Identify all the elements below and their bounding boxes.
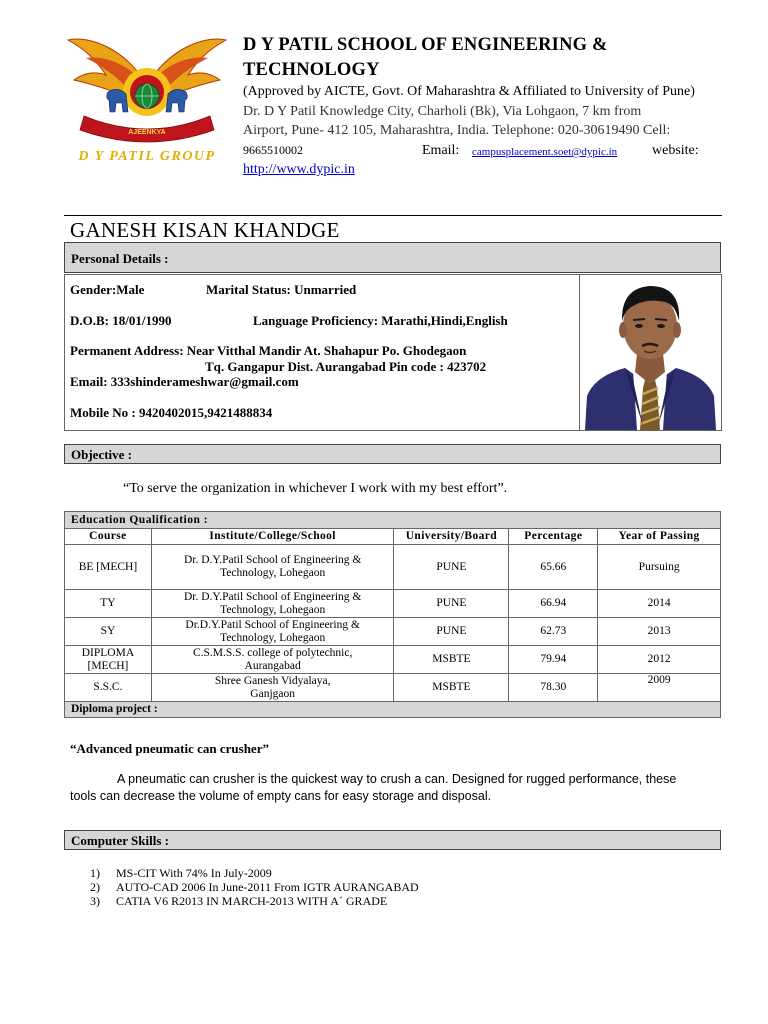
mobile-number: Mobile No : 9420402015,9421488834 bbox=[70, 405, 273, 420]
college-name-line1: D Y PATIL SCHOOL OF ENGINEERING & bbox=[243, 35, 608, 55]
institute-cell bbox=[151, 590, 394, 618]
institute-cell bbox=[151, 545, 394, 590]
language-proficiency: Language Proficiency: Marathi,Hindi,English bbox=[253, 313, 508, 328]
institute-line2: Technology, Lohegaon bbox=[220, 631, 326, 644]
institute-line2: Technology, Lohegaon bbox=[220, 567, 326, 579]
diploma-project-heading: Diploma project : bbox=[65, 702, 721, 718]
list-item bbox=[90, 866, 419, 880]
course-cell: BE [MECH] bbox=[65, 545, 152, 590]
percentage-cell: 65.66 bbox=[509, 545, 598, 590]
address-line2: Airport, Pune- 412 105, Maharashtra, India. Telephone: 020-30619490 Cell: bbox=[243, 123, 671, 138]
project-title: “Advanced pneumatic can crusher” bbox=[70, 741, 269, 756]
board-cell: PUNE bbox=[394, 590, 509, 618]
objective-text: “To serve the organization in whichever I work with my best effort”. bbox=[123, 481, 508, 496]
table-row bbox=[65, 545, 721, 590]
skill-text: MS-CIT With 74% In July-2009 bbox=[116, 866, 272, 880]
board-cell: MSBTE bbox=[394, 674, 509, 702]
address-line1: Dr. D Y Patil Knowledge City, Charholi (Bk), Via Lohgaon, 7 km from bbox=[243, 104, 642, 119]
institute-line2: Aurangabad bbox=[244, 659, 301, 672]
percentage-cell: 66.94 bbox=[509, 590, 598, 618]
skill-text: AUTO-CAD 2006 In June-2011 From IGTR AURANGABAD bbox=[116, 880, 419, 894]
diploma-project-heading-row bbox=[65, 702, 721, 718]
date-of-birth: D.O.B: 18/01/1990 bbox=[70, 313, 172, 328]
project-text-line1: A pneumatic can crusher is the quickest way to crush a can. Designed for rugged performance, these bbox=[117, 772, 677, 786]
table-header-row bbox=[65, 529, 721, 545]
course-cell: SY bbox=[65, 618, 152, 646]
candidate-email: Email: 333shinderameshwar@gmail.com bbox=[70, 374, 299, 389]
college-name bbox=[243, 33, 608, 83]
institute-cell bbox=[151, 674, 394, 702]
personal-details-heading: Personal Details : bbox=[64, 242, 721, 273]
candidate-name: GANESH KISAN KHANDGE bbox=[70, 218, 340, 242]
institute-line1: Shree Ganesh Vidyalaya, bbox=[214, 674, 331, 687]
institute-line1: Dr. D.Y.Patil School of Engineering & bbox=[183, 554, 362, 566]
column-header: Percentage bbox=[509, 529, 598, 545]
logo-group-text: D Y PATIL GROUP bbox=[78, 149, 216, 164]
column-header: University/Board bbox=[394, 529, 509, 545]
email-label: Email: bbox=[422, 143, 460, 158]
year-cell: Pursuing bbox=[598, 545, 721, 590]
board-cell: PUNE bbox=[394, 545, 509, 590]
column-header: Year of Passing bbox=[598, 529, 721, 545]
institute-cell bbox=[151, 646, 394, 674]
permanent-address bbox=[70, 343, 466, 359]
table-row bbox=[65, 674, 721, 702]
column-header: Course bbox=[65, 529, 152, 545]
candidate-photo bbox=[585, 276, 716, 430]
skill-text: CATIA V6 R2013 IN MARCH-2013 WITH A´ GRADE bbox=[116, 894, 388, 908]
objective-heading: Objective : bbox=[64, 444, 721, 464]
board-cell: MSBTE bbox=[394, 646, 509, 674]
website-link[interactable]: http://www.dypic.in bbox=[243, 162, 355, 177]
percentage-cell: 79.94 bbox=[509, 646, 598, 674]
project-description bbox=[70, 771, 720, 804]
table-row bbox=[65, 618, 721, 646]
education-heading-row bbox=[65, 512, 721, 529]
skills-list bbox=[90, 866, 419, 908]
address-label: Permanent Address bbox=[70, 343, 180, 358]
website-label: website: bbox=[652, 143, 699, 158]
address-line-2: Tq. Gangapur Dist. Aurangabad Pin code : 423702 bbox=[205, 359, 487, 374]
list-item bbox=[90, 880, 419, 894]
table-row bbox=[65, 590, 721, 618]
column-header: Institute/College/School bbox=[151, 529, 394, 545]
address-line-1: : Near Vitthal Mandir At. Shahapur Po. Ghodegaon bbox=[179, 343, 467, 358]
board-cell: PUNE bbox=[394, 618, 509, 646]
year-cell: 2014 bbox=[598, 590, 721, 618]
institute-line2: Ganjgaon bbox=[250, 687, 296, 700]
institute-line1: Dr.D.Y.Patil School of Engineering & bbox=[185, 618, 360, 631]
photo-divider bbox=[579, 274, 580, 431]
course-cell: TY bbox=[65, 590, 152, 618]
list-number: 2) bbox=[90, 880, 100, 894]
list-number: 3) bbox=[90, 894, 100, 908]
email-link[interactable]: campusplacement.soet@dypic.in bbox=[472, 146, 618, 158]
year-cell: 2009 bbox=[598, 674, 721, 702]
institute-line1: C.S.M.S.S. college of polytechnic, bbox=[192, 646, 353, 659]
header-divider bbox=[64, 215, 722, 216]
college-logo bbox=[66, 30, 228, 164]
course-cell: DIPLOMA [MECH] bbox=[65, 646, 152, 674]
list-number: 1) bbox=[90, 866, 100, 880]
percentage-cell: 62.73 bbox=[509, 618, 598, 646]
cell-number: 9665510002 bbox=[243, 143, 303, 157]
course-cell: S.S.C. bbox=[65, 674, 152, 702]
education-heading: Education Qualification : bbox=[65, 512, 721, 529]
list-item bbox=[90, 894, 419, 908]
percentage-cell: 78.30 bbox=[509, 674, 598, 702]
college-name-line2: TECHNOLOGY bbox=[243, 60, 380, 80]
institute-line1: Dr. D.Y.Patil School of Engineering & bbox=[183, 590, 362, 603]
gender: Gender:Male bbox=[70, 282, 145, 297]
marital-status: Marital Status: Unmarried bbox=[206, 282, 357, 297]
institute-line2: Technology, Lohegaon bbox=[220, 603, 326, 616]
education-table bbox=[64, 511, 721, 718]
institute-cell bbox=[151, 618, 394, 646]
year-cell: 2013 bbox=[598, 618, 721, 646]
project-text-line2: tools can decrease the volume of empty cans for easy storage and disposal. bbox=[70, 788, 492, 803]
approval-text: (Approved by AICTE, Govt. Of Maharashtra & Affiliated to University of Pune) bbox=[243, 84, 695, 99]
logo-banner-text: AJEENKYA bbox=[128, 129, 166, 136]
table-row bbox=[65, 646, 721, 674]
year-cell: 2012 bbox=[598, 646, 721, 674]
computer-skills-heading: Computer Skills : bbox=[64, 830, 721, 850]
